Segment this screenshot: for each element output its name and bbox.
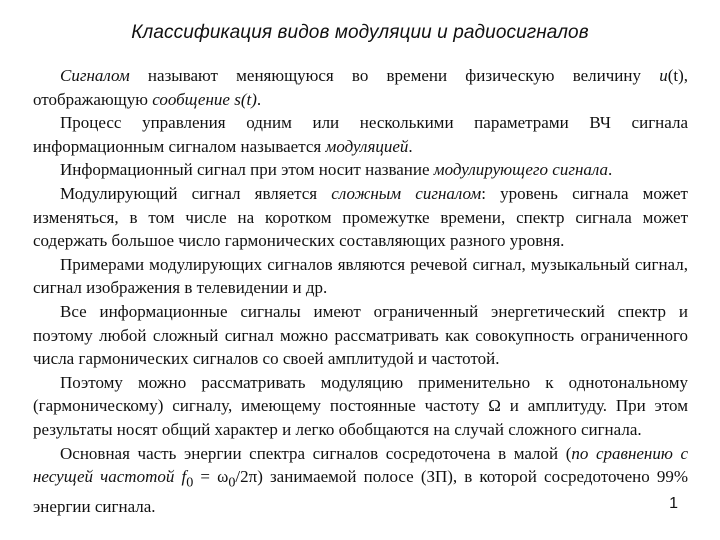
text-run: /2π) занимаемой полосе (ЗП), в которой сосредоточено 99% энергии сигнала. (33, 467, 689, 517)
text-run: (t), отображающую (33, 66, 688, 109)
text-run: 0 (186, 474, 194, 491)
paragraph (33, 300, 688, 371)
text-run: Информационный сигнал при этом носит название (60, 160, 434, 180)
paragraph (33, 182, 688, 253)
emphasis-text: сообщение s(t) (152, 89, 257, 109)
text-run: . (256, 89, 262, 109)
text-run: Поэтому можно рассматривать модуляцию применительно к однотональному (гармоническому) сигналу, имеющему постоянные частоту Ω и амплитуду. При этом результаты носят общий характер и легко обобщаются на случай сложного сигнала. (33, 372, 688, 439)
paragraph (33, 158, 688, 182)
text-run: Основная часть энергии спектра сигналов сосредоточена в малой ( (60, 443, 572, 463)
paragraph (33, 442, 688, 519)
text-run: Примерами модулирующих сигналов являются речевой сигнал, музыкальный сигнал, сигнал изображения в телевидении и др. (33, 254, 688, 298)
paragraph (33, 64, 688, 111)
slide-body (33, 64, 688, 519)
slide-title: Классификация видов модуляции и радиосигналов (131, 22, 589, 43)
page-number: 1 (669, 495, 678, 512)
emphasis-text: по сравнению с несущей частотой (33, 443, 688, 487)
emphasis-text: модуляцией (325, 136, 409, 156)
paragraph (33, 253, 688, 300)
emphasis-text: u (659, 66, 668, 85)
text-run: Все информационные сигналы имеют ограниченный энергетический спектр и поэтому любой сложный сигнал можно рассматривать как совокупность ограниченного числа гармонических сигналов со своей амплитудой и частотой. (33, 301, 688, 369)
text-run: = ω (193, 467, 229, 487)
text-run: 0 (228, 474, 236, 491)
text-run: называют меняющуюся во времени физическую величину (129, 66, 660, 85)
emphasis-text: модулирующего сигнала (433, 160, 609, 180)
text-run: Модулирующий сигнал является (60, 183, 332, 203)
text-run: . (408, 136, 413, 156)
text-run: . (608, 160, 613, 180)
paragraph (33, 371, 688, 442)
paragraph (33, 111, 688, 158)
text-run: Процесс управления одним или несколькими параметрами ВЧ сигнала информационным сигналом называется (33, 113, 688, 156)
text-run: : уровень сигнала может изменяться, в том числе на коротком промежутке времени, спектр сигнала может содержать большое число гармонических составляющих разного уровня. (33, 183, 688, 251)
emphasis-text: сложным сигналом (331, 183, 482, 203)
emphasis-text: Сигналом (60, 66, 130, 85)
emphasis-text: f (181, 467, 187, 487)
